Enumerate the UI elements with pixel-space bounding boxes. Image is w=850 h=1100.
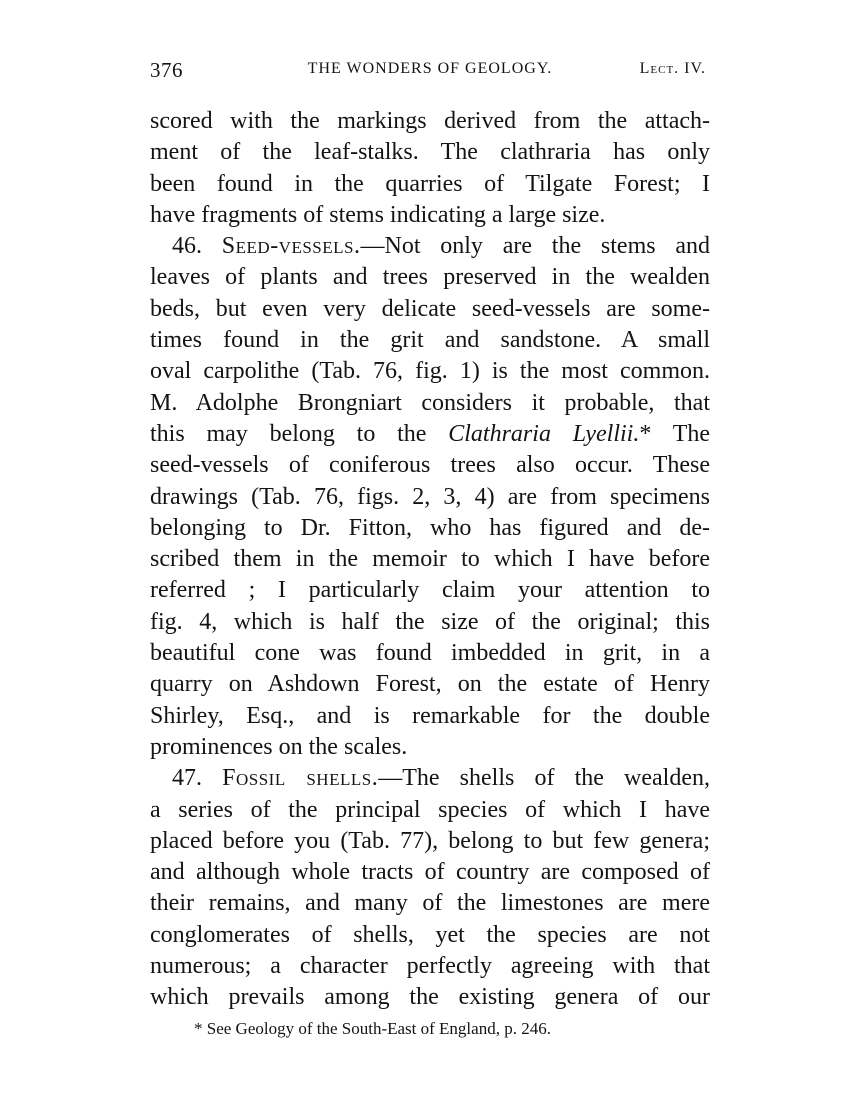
text-segment: The [672, 420, 710, 447]
text-line: scribed them in the memoir to which I have before [150, 546, 710, 573]
text-line: belonging to Dr. Fitton, who has figured and de- [150, 514, 710, 541]
italic-species-name: Clathraria Lyellii. [448, 420, 640, 447]
footnote: * See Geology of the South-East of England, p. 246. [194, 1018, 551, 1038]
section-heading: Seed-vessels. [221, 233, 361, 260]
text-line: numerous; a character perfectly agreeing with that [150, 953, 710, 980]
text-line: fig. 4, which is half the size of the original; this [150, 608, 710, 635]
text-line: quarry on Ashdown Forest, on the estate of Henry [150, 671, 710, 698]
text-line: M. Adolphe Brongniart considers it probable, that [150, 389, 710, 416]
section-number: 46. [172, 233, 202, 260]
text-line: conglomerates of shells, yet the species are not [150, 921, 710, 948]
section-47-first-line [150, 763, 710, 794]
page-number: 376 [150, 58, 183, 82]
section-lead-text: —The shells of the wealden, [378, 765, 710, 792]
text-line: leaves of plants and trees preserved in the wealden [150, 264, 710, 291]
text-line: scored with the markings derived from the attach- [150, 108, 710, 134]
section-lead-text: —Not only are the stems and [360, 233, 710, 260]
text-line: prominences on the scales. [150, 733, 408, 760]
text-line: beds, but even very delicate seed-vessels are some- [150, 295, 710, 322]
text-line: seed-vessels of coniferous trees also occur. These [150, 452, 710, 479]
text-line: drawings (Tab. 76, figs. 2, 3, 4) are from specimens [150, 483, 710, 510]
text-line: referred ; I particularly claim your attention to [150, 577, 710, 604]
book-page [150, 58, 710, 1040]
lecture-label: Lect. IV. [639, 60, 706, 77]
running-head [150, 58, 710, 88]
running-title: THE WONDERS OF GEOLOGY. [307, 60, 553, 77]
text-line: times found in the grit and sandstone. A small [150, 327, 710, 354]
footnote-marker: * [639, 420, 652, 447]
body-text [150, 106, 710, 1014]
text-line: a series of the principal species of which I have [150, 796, 710, 823]
section-number: 47. [172, 765, 202, 792]
text-line: which prevails among the existing genera of our [150, 984, 710, 1011]
section-heading: Fossil shells. [222, 765, 379, 792]
text-line: their remains, and many of the limestones are mere [150, 890, 710, 917]
text-line: oval carpolithe (Tab. 76, fig. 1) is the most common. [150, 358, 710, 385]
text-line: have fragments of stems indicating a large size. [150, 201, 606, 228]
text-line: ment of the leaf-stalks. The clathraria has only [150, 139, 710, 166]
section-46-first-line [150, 231, 710, 262]
text-line-with-italic [150, 419, 710, 450]
text-line: and although whole tracts of country are composed of [150, 859, 710, 886]
text-line: been found in the quarries of Tilgate Forest; I [150, 170, 710, 197]
text-line: beautiful cone was found imbedded in grit, in a [150, 640, 710, 667]
text-segment: this may belong to the [150, 420, 427, 447]
text-line: placed before you (Tab. 77), belong to but few genera; [150, 827, 710, 854]
text-line: Shirley, Esq., and is remarkable for the double [150, 702, 710, 729]
